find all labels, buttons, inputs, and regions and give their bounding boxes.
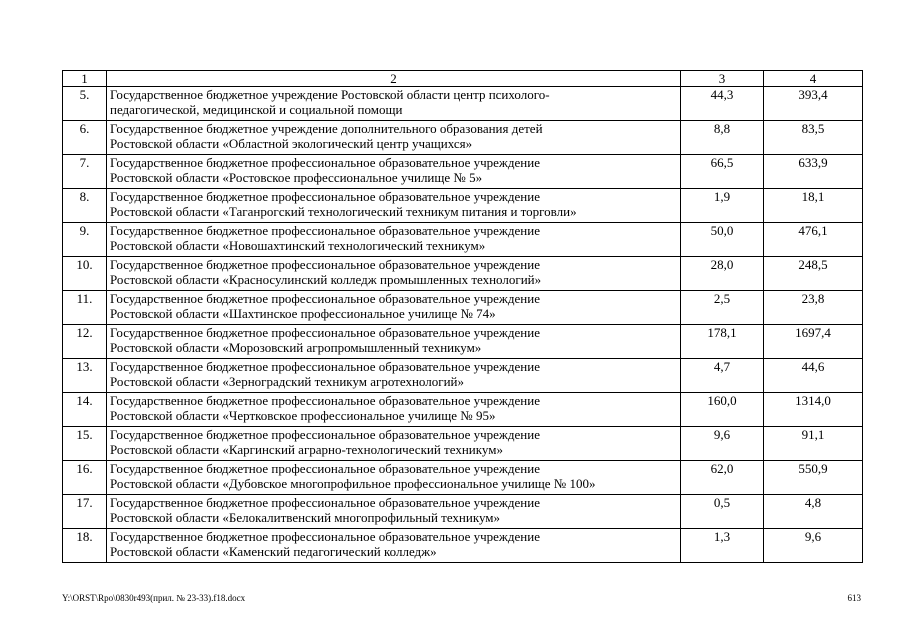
institution-name-line: Государственное бюджетное профессиональное образовательное учреждение — [110, 359, 540, 374]
institution-name — [107, 121, 681, 155]
table-row — [63, 461, 863, 495]
institution-name-line: Ростовской области «Дубовское многопрофильное профессиональное училище № 100» — [110, 476, 596, 491]
row-number: 16. — [63, 461, 107, 495]
institution-name-line: Государственное бюджетное учреждение Ростовской области центр психолого- — [110, 87, 550, 102]
header-row — [63, 71, 863, 87]
institution-name-line: Ростовской области «Чертковское профессиональное училище № 95» — [110, 408, 496, 423]
table-row — [63, 393, 863, 427]
row-number: 8. — [63, 189, 107, 223]
table-row — [63, 427, 863, 461]
institution-name — [107, 155, 681, 189]
institution-name — [107, 87, 681, 121]
institution-name-line: Ростовской области «Красносулинский колледж промышленных технологий» — [110, 272, 542, 287]
institution-name-line: Государственное бюджетное профессиональное образовательное учреждение — [110, 393, 540, 408]
institution-name — [107, 223, 681, 257]
institution-name-line: Ростовской области «Каргинский аграрно-технологический техникум» — [110, 442, 503, 457]
institution-name-line: Государственное бюджетное профессиональное образовательное учреждение — [110, 155, 540, 170]
institution-name-line: Государственное бюджетное профессиональное образовательное учреждение — [110, 325, 540, 340]
row-number: 18. — [63, 529, 107, 563]
value-col-4: 18,1 — [764, 189, 863, 223]
institution-name-line: Государственное бюджетное профессиональное образовательное учреждение — [110, 529, 540, 544]
institution-name-line: Ростовской области «Белокалитвенский многопрофильный техникум» — [110, 510, 501, 525]
value-col-4: 23,8 — [764, 291, 863, 325]
institution-name-line: Государственное бюджетное учреждение дополнительного образования детей — [110, 121, 543, 136]
value-col-3: 44,3 — [681, 87, 764, 121]
institution-name — [107, 359, 681, 393]
value-col-4: 393,4 — [764, 87, 863, 121]
header-cell-3: 3 — [681, 71, 764, 87]
table-row — [63, 121, 863, 155]
table-row — [63, 529, 863, 563]
institution-name-line: Государственное бюджетное профессиональное образовательное учреждение — [110, 291, 540, 306]
value-col-4: 1314,0 — [764, 393, 863, 427]
row-number: 12. — [63, 325, 107, 359]
footer-file-path: Y:\ORST\Rpo\0830r493(прил. № 23-33).f18.docx — [62, 593, 246, 603]
institution-name-line: Ростовской области «Областной экологический центр учащихся» — [110, 136, 473, 151]
institution-name-line: Государственное бюджетное профессиональное образовательное учреждение — [110, 495, 540, 510]
value-col-3: 1,3 — [681, 529, 764, 563]
institution-name — [107, 393, 681, 427]
row-number: 13. — [63, 359, 107, 393]
value-col-3: 66,5 — [681, 155, 764, 189]
table-row — [63, 189, 863, 223]
value-col-3: 9,6 — [681, 427, 764, 461]
value-col-3: 178,1 — [681, 325, 764, 359]
value-col-4: 1697,4 — [764, 325, 863, 359]
institution-name — [107, 291, 681, 325]
value-col-4: 91,1 — [764, 427, 863, 461]
institution-name-line: Государственное бюджетное профессиональное образовательное учреждение — [110, 223, 540, 238]
institutions-table — [62, 70, 863, 563]
row-number: 6. — [63, 121, 107, 155]
table-row — [63, 291, 863, 325]
value-col-4: 550,9 — [764, 461, 863, 495]
table-row — [63, 87, 863, 121]
value-col-3: 62,0 — [681, 461, 764, 495]
row-number: 9. — [63, 223, 107, 257]
institution-name-line: Ростовской области «Каменский педагогический колледж» — [110, 544, 437, 559]
institution-name — [107, 257, 681, 291]
value-col-4: 83,5 — [764, 121, 863, 155]
institution-name-line: Государственное бюджетное профессиональное образовательное учреждение — [110, 257, 540, 272]
value-col-4: 44,6 — [764, 359, 863, 393]
institution-name-line: Ростовской области «Ростовское профессиональное училище № 5» — [110, 170, 483, 185]
institution-name-line: Ростовской области «Таганрогский технологический техникум питания и торговли» — [110, 204, 577, 219]
header-cell-2: 2 — [107, 71, 681, 87]
value-col-3: 28,0 — [681, 257, 764, 291]
institution-name-line: педагогической, медицинской и социальной помощи — [110, 102, 403, 117]
footer-page-number: 613 — [847, 593, 861, 603]
value-col-3: 0,5 — [681, 495, 764, 529]
institution-name-line: Государственное бюджетное профессиональное образовательное учреждение — [110, 189, 540, 204]
value-col-3: 50,0 — [681, 223, 764, 257]
table-body — [63, 71, 863, 563]
header-cell-4: 4 — [764, 71, 863, 87]
value-col-4: 4,8 — [764, 495, 863, 529]
institution-name-line: Государственное бюджетное профессиональное образовательное учреждение — [110, 461, 540, 476]
value-col-3: 2,5 — [681, 291, 764, 325]
table-row — [63, 495, 863, 529]
table-row — [63, 359, 863, 393]
institution-name — [107, 495, 681, 529]
institution-name — [107, 427, 681, 461]
row-number: 11. — [63, 291, 107, 325]
institution-name — [107, 461, 681, 495]
institution-name-line: Ростовской области «Шахтинское профессиональное училище № 74» — [110, 306, 496, 321]
institution-name-line: Ростовской области «Новошахтинский технологический техникум» — [110, 238, 486, 253]
institution-name — [107, 325, 681, 359]
row-number: 15. — [63, 427, 107, 461]
table-row — [63, 257, 863, 291]
row-number: 10. — [63, 257, 107, 291]
row-number: 5. — [63, 87, 107, 121]
value-col-4: 476,1 — [764, 223, 863, 257]
row-number: 17. — [63, 495, 107, 529]
row-number: 14. — [63, 393, 107, 427]
value-col-3: 160,0 — [681, 393, 764, 427]
institution-name-line: Ростовской области «Морозовский агропромышленный техникум» — [110, 340, 482, 355]
value-col-4: 248,5 — [764, 257, 863, 291]
value-col-4: 633,9 — [764, 155, 863, 189]
value-col-3: 1,9 — [681, 189, 764, 223]
table-row — [63, 155, 863, 189]
institution-name-line: Ростовской области «Зерноградский техникум агротехнологий» — [110, 374, 464, 389]
institution-name-line: Государственное бюджетное профессиональное образовательное учреждение — [110, 427, 540, 442]
row-number: 7. — [63, 155, 107, 189]
table-row — [63, 223, 863, 257]
value-col-3: 4,7 — [681, 359, 764, 393]
table-row — [63, 325, 863, 359]
institution-name — [107, 529, 681, 563]
institution-name — [107, 189, 681, 223]
value-col-4: 9,6 — [764, 529, 863, 563]
value-col-3: 8,8 — [681, 121, 764, 155]
header-cell-1: 1 — [63, 71, 107, 87]
